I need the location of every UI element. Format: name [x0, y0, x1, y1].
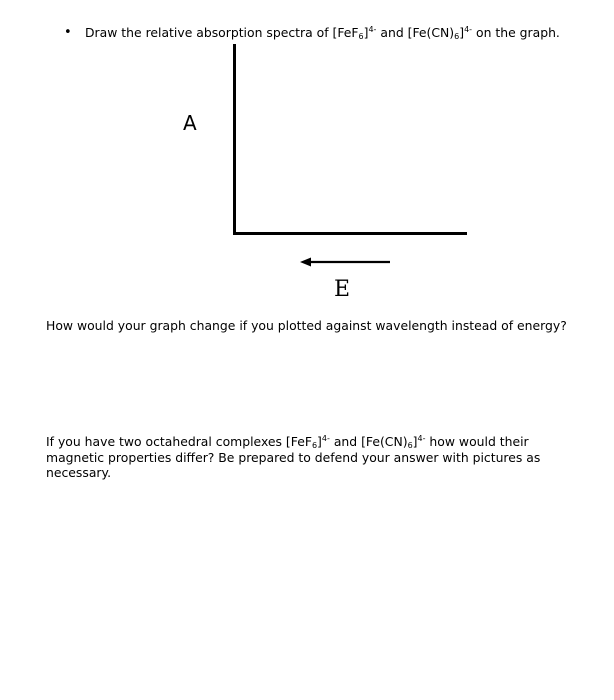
q1-subscript-1: 6: [358, 32, 364, 41]
x-axis-label: E: [334, 277, 351, 302]
q3-superscript-1: 4-: [321, 434, 330, 443]
q1-superscript-1: 4-: [368, 25, 377, 34]
y-axis-label: A: [183, 111, 197, 135]
q3-subscript-2: 6: [407, 441, 413, 450]
q1-text-2: ]: [363, 25, 369, 40]
question-wavelength: How would your graph change if you plotted against wavelength instead of energy?: [46, 318, 567, 333]
q1-subscript-2: 6: [454, 32, 460, 41]
q1-text-3: and [Fe(CN): [376, 25, 455, 40]
q3-text-2: ]: [317, 434, 322, 449]
q1-superscript-2: 4-: [464, 25, 473, 34]
q1-text-5: on the graph.: [472, 25, 560, 40]
q1-text-1: Draw the relative absorption spectra of [FeF: [85, 25, 359, 40]
x-axis-line: [233, 232, 467, 235]
bullet-point: •: [64, 25, 72, 40]
q3-subscript-1: 6: [311, 441, 318, 450]
q3-superscript-2: 4-: [417, 434, 426, 443]
q3-text-5: how would their magnetic properties differ? Be prepared to defend your answer with pictures as necessary.: [46, 434, 541, 480]
y-axis-line: [233, 44, 236, 235]
q3-text-1: If you have two octahedral complexes [FeF: [46, 434, 312, 449]
question-draw-spectra: [85, 25, 560, 41]
q3-text-4: ]: [412, 434, 418, 449]
q1-text-4: ]: [459, 25, 465, 40]
question-magnetic-properties: [46, 434, 546, 481]
q3-text-3: and [Fe(CN): [329, 434, 408, 449]
left-arrow-icon: [298, 255, 393, 269]
